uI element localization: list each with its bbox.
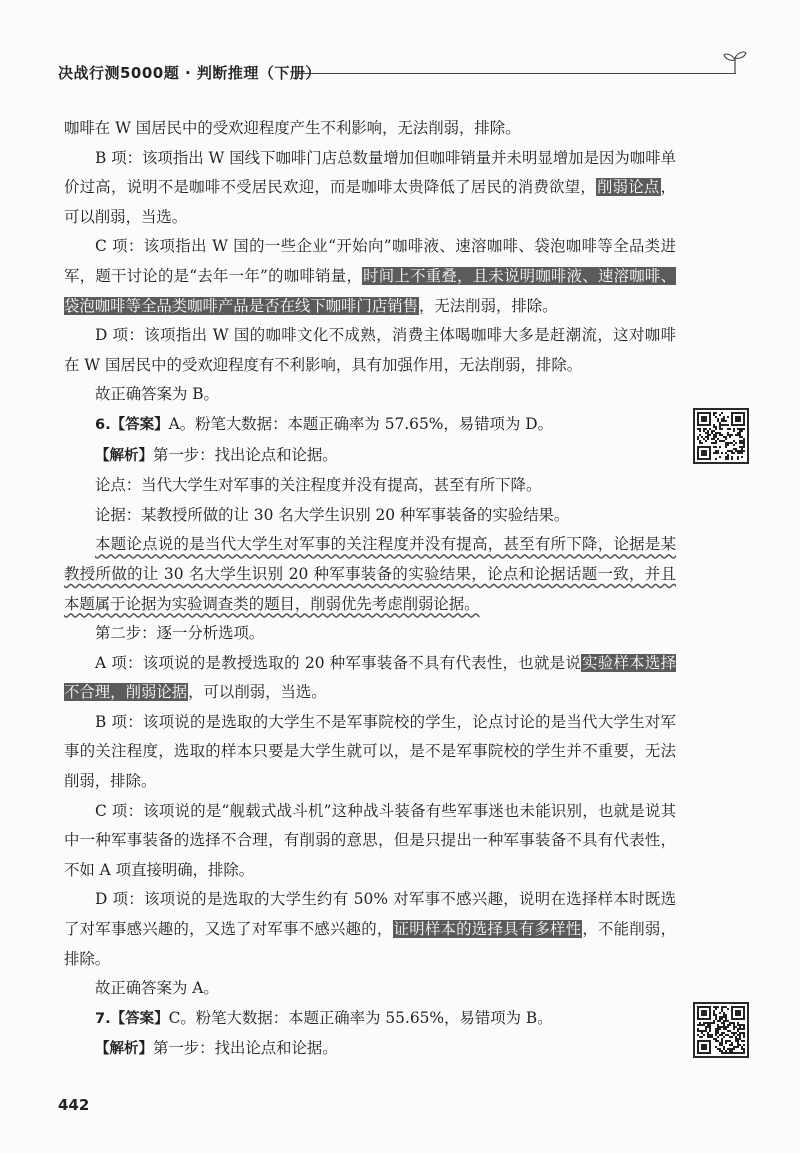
text-segment: ，不能削弱，排除。 — [64, 920, 676, 968]
text-segment: ，无法削弱，排除。 — [419, 296, 558, 315]
paragraph — [64, 1034, 676, 1065]
text-segment: C 项：该项指出 W 国的一些企业“开始向”咖啡液、速溶咖啡、袋泡咖啡等全品类进军，题干讨论的是“去年一年”的咖啡销量， — [64, 237, 676, 285]
highlighted-text: 时间上不重叠，且未说明咖啡液、速溶咖啡、袋泡咖啡等全品类咖啡产品是否在线下咖啡门店销售 — [64, 266, 676, 315]
paragraph — [64, 530, 676, 619]
text-segment: B 项：该项说的是选取的大学生不是军事院校的学生，论点讨论的是当代大学生对军事的关注程度，选取的样本只要是大学生就可以，是不是军事院校的学生并不重要，无法削弱，排除。 — [64, 712, 676, 791]
paragraph — [64, 114, 676, 144]
text-segment: ，可以削弱，当选。 — [188, 683, 327, 702]
paragraph — [64, 797, 676, 886]
answer-label: 6.【答案】 — [95, 416, 169, 433]
text-segment: 论据：某教授所做的让 30 名大学生识别 20 种军事装备的实验结果。 — [95, 505, 570, 524]
paragraph — [64, 501, 676, 531]
answer-label: 【解析】 — [95, 447, 153, 464]
text-segment: 第二步：逐一分析选项。 — [95, 624, 265, 643]
text-segment: 第一步：找出论点和论据。 — [153, 445, 338, 464]
highlighted-text: 削弱论点 — [596, 178, 660, 197]
paragraph — [64, 232, 676, 321]
text-segment: 故正确答案为 B。 — [95, 385, 219, 404]
paragraph — [64, 619, 676, 649]
paragraph — [64, 471, 676, 501]
text-segment: 咖啡在 W 国居民中的受欢迎程度产生不利影响，无法削弱，排除。 — [64, 119, 521, 137]
paragraph — [64, 649, 676, 708]
text-segment: D 项：该项指出 W 国的咖啡文化不成熟，消费主体喝咖啡大多是赶潮流，这对咖啡在 W 国居民中的受欢迎程度有不利影响，具有加强作用，无法削弱，排除。 — [64, 326, 676, 374]
paragraph — [64, 321, 676, 380]
header-title: 决战行测5000题 · 判断推理（下册） — [58, 64, 321, 82]
running-header — [58, 62, 748, 92]
qr-code-icon[interactable] — [693, 1002, 749, 1058]
text-segment: C。粉笔大数据：本题正确率为 55.65%，易错项为 B。 — [168, 1008, 553, 1027]
wavy-underlined-text: 本题论点说的是当代大学生对军事的关注程度并没有提高，甚至有所下降，论据是某教授所做的让 30 名大学生识别 20 种军事装备的实验结果，论点和论据话题一致，并且本题属于论据为实验调查类的题目，削弱优先考虑削弱论据。 — [64, 535, 676, 613]
page-number: 442 — [58, 1096, 90, 1114]
text-segment: D 项：该项说的是选取的大学生约有 50% 对军事不感兴趣，说明在选择样本时既选了对军事感兴趣的，又选了对军事不感兴趣的， — [64, 890, 676, 939]
highlighted-text: 实验样本选择不合理，削弱论据 — [64, 653, 676, 702]
highlighted-text: 证明样本的选择具有多样性 — [393, 920, 582, 939]
paragraph — [64, 144, 676, 233]
sprout-icon — [722, 48, 748, 76]
paragraph — [64, 441, 676, 472]
paragraph — [64, 1004, 676, 1035]
paragraph — [64, 974, 676, 1004]
answer-label: 【解析】 — [95, 1041, 153, 1058]
paragraph — [64, 380, 676, 410]
text-segment: C 项：该项说的是“舰载式战斗机”这种战斗装备有些军事迷也未能识别，也就是说其中一种军事装备的选择不合理，有削弱的意思，但是只提出一种军事装备不具有代表性，不如 A 项直接明确，排除。 — [64, 801, 676, 879]
answer-label: 7.【答案】 — [95, 1010, 169, 1027]
text-segment: 第一步：找出论点和论据。 — [153, 1039, 338, 1058]
header-rule — [296, 73, 736, 74]
text-segment: 论点：当代大学生对军事的关注程度并没有提高，甚至有所下降。 — [95, 476, 542, 495]
text-segment: ，可以削弱，当选。 — [64, 178, 676, 226]
solution-text — [64, 114, 676, 1065]
text-segment: 故正确答案为 A。 — [95, 979, 219, 998]
text-segment: A 项：该项说的是教授选取的 20 种军事装备不具有代表性，也就是说 — [95, 653, 582, 672]
qr-code-icon[interactable] — [693, 408, 749, 464]
paragraph — [64, 708, 676, 797]
paragraph — [64, 885, 676, 974]
text-segment: B 项：该项指出 W 国线下咖啡门店总数量增加但咖啡销量并未明显增加是因为咖啡单价过高，说明不是咖啡不受居民欢迎，而是咖啡太贵降低了居民的消费欲望， — [64, 148, 676, 197]
text-segment: A。粉笔大数据：本题正确率为 57.65%，易错项为 D。 — [168, 414, 553, 433]
paragraph — [64, 410, 676, 441]
